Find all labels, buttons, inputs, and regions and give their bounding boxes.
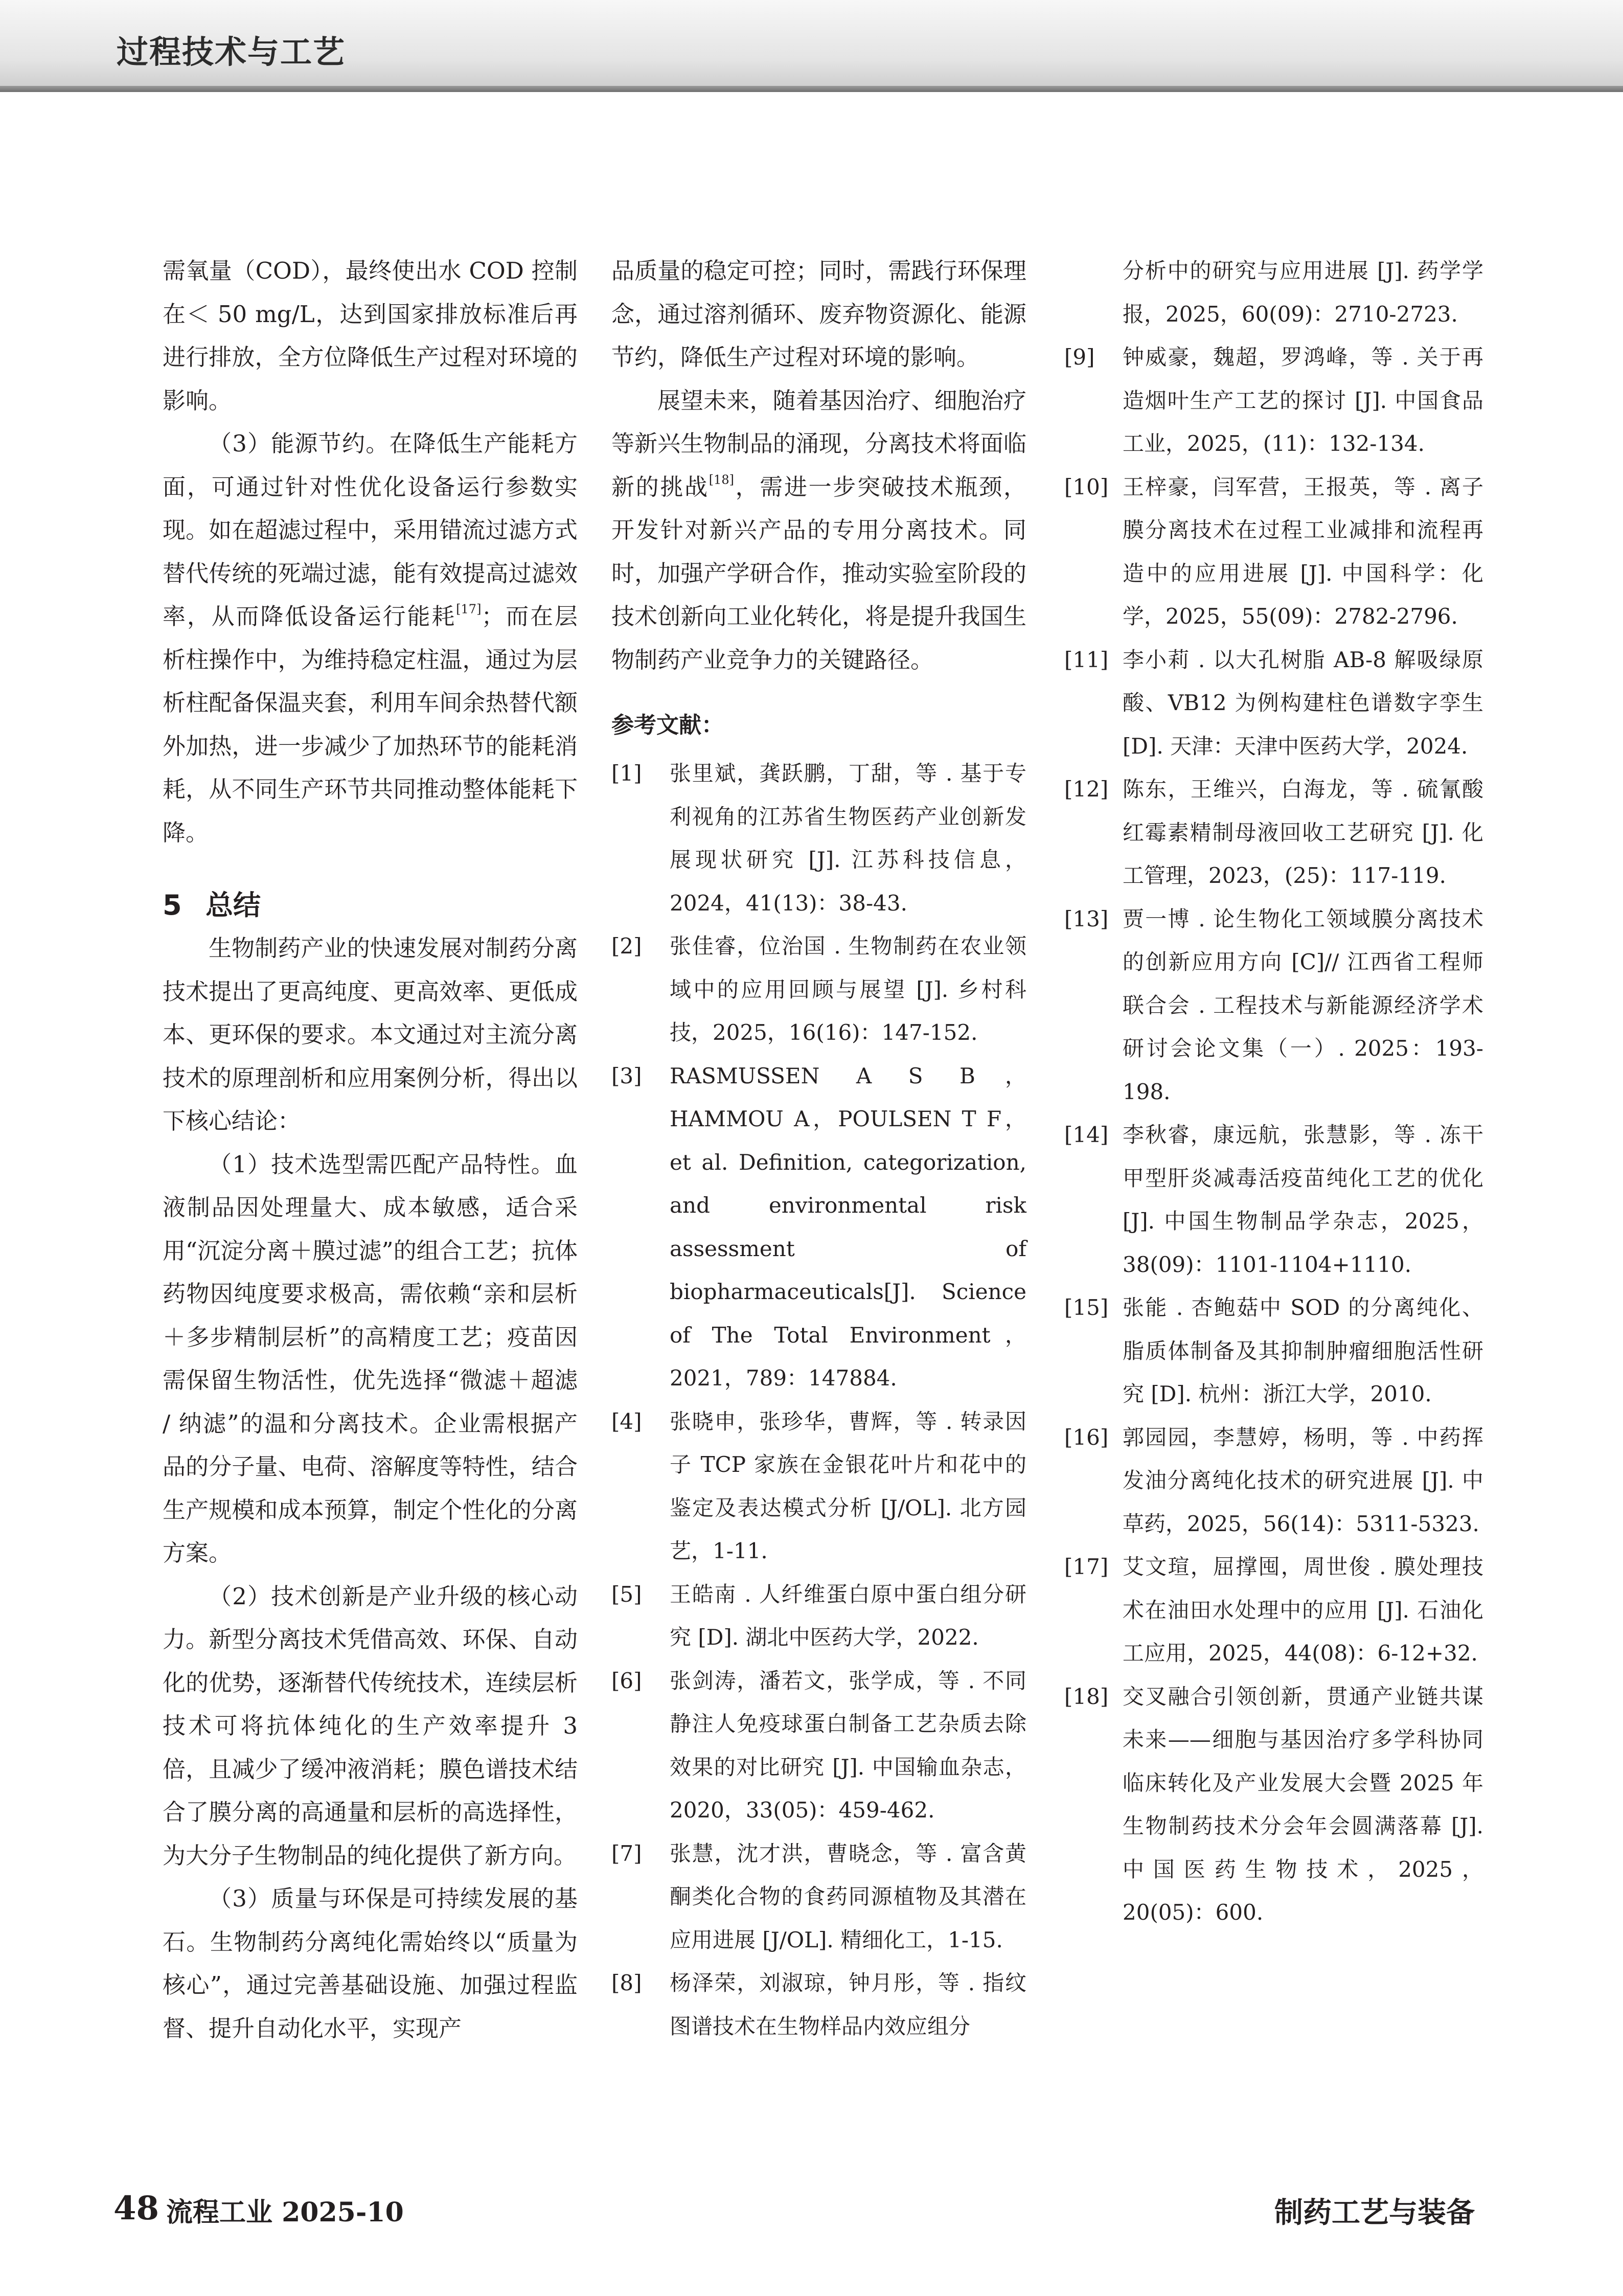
reference-text: 张佳睿，位治国 . 生物制药在农业领域中的应用回顾与展望 [J]. 乡村科技，2025，16(16)：147-152. bbox=[670, 934, 1026, 1045]
reference-number: [8] bbox=[611, 1970, 642, 1995]
paragraph: 需氧量（COD），最终使出水 COD 控制在＜ 50 mg/L，达到国家排放标准后再进行排放，全方位降低生产过程对环境的影响。 bbox=[163, 257, 578, 414]
reference-text: 艾文瑄，屈撑囤，周世俊 . 膜处理技术在油田水处理中的应用 [J]. 石油化工应用，2025，44(08)：6-12+32. bbox=[1123, 1554, 1483, 1666]
reference-item bbox=[1064, 1545, 1483, 1675]
paragraph-text: 展望未来，随着基因治疗、细胞治疗等新兴生物制品的涌现，分离技术将面临新的挑战 bbox=[611, 387, 1026, 501]
journal-issue: 流程工业 2025-10 bbox=[166, 2197, 404, 2228]
column-right bbox=[1064, 249, 1483, 1935]
reference-number: [11] bbox=[1064, 647, 1109, 672]
reference-number: [14] bbox=[1064, 1122, 1109, 1147]
reference-item bbox=[611, 1055, 1026, 1400]
reference-item bbox=[611, 1400, 1026, 1573]
reference-number: [15] bbox=[1064, 1295, 1109, 1320]
reference-text: 张剑涛，潘若文，张学成，等 . 不同静注人免疫球蛋白制备工艺杂质去除效果的对比研究 [J]. 中国输血杂志，2020，33(05)：459-462. bbox=[670, 1668, 1026, 1823]
reference-text: 分析中的研究与应用进展 [J]. 药学学报，2025，60(09)：2710-2723. bbox=[1123, 258, 1483, 327]
reference-item bbox=[611, 1832, 1026, 1962]
reference-number: [7] bbox=[611, 1840, 642, 1866]
column-left bbox=[163, 249, 578, 2050]
reference-number: [13] bbox=[1064, 906, 1109, 931]
reference-item bbox=[1064, 1675, 1483, 1935]
reference-item bbox=[1064, 1113, 1483, 1286]
column-middle bbox=[611, 249, 1026, 2048]
section-title: 过程技术与工艺 bbox=[117, 33, 346, 71]
reference-text: 张晓申，张珍华，曹辉，等 . 转录因子 TCP 家族在金银花叶片和花中的鉴定及表达模式分析 [J/OL]. 北方园艺，1-11. bbox=[670, 1408, 1026, 1563]
paragraph: 生物制药产业的快速发展对制药分离技术提出了更高纯度、更高效率、更低成本、更环保的要求。本文通过对主流分离技术的原理剖析和应用案例分析，得出以下核心结论： bbox=[163, 935, 578, 1134]
reference-number: [16] bbox=[1064, 1424, 1109, 1450]
reference-text: 王皓南 . 人纤维蛋白原中蛋白组分研究 [D]. 湖北中医药大学，2022. bbox=[670, 1581, 1026, 1650]
reference-item bbox=[1064, 1416, 1483, 1546]
reference-text: 贾一博 . 论生物化工领域膜分离技术的创新应用方向 [C]// 江西省工程师联合会 . 工程技术与新能源经济学术研讨会论文集（一）. 2025：193-198. bbox=[1123, 906, 1483, 1104]
reference-number: [18] bbox=[1064, 1684, 1109, 1709]
reference-list bbox=[611, 752, 1026, 2048]
page-header bbox=[0, 0, 1623, 92]
paragraph-outlook bbox=[611, 379, 1026, 682]
reference-text: 交叉融合引领创新，贯通产业链共谋未来——细胞与基因治疗多学科协同临床转化及产业发展大会暨 2025 年生物制药技术分会年会圆满落幕 [J]. 中国医药生物技术，2025，20(05)：600. bbox=[1123, 1684, 1483, 1925]
reference-item bbox=[611, 1962, 1026, 2048]
reference-item bbox=[1064, 639, 1483, 768]
reference-item bbox=[1064, 466, 1483, 639]
reference-item bbox=[611, 752, 1026, 925]
reference-number: [10] bbox=[1064, 474, 1109, 499]
reference-item bbox=[611, 1573, 1026, 1660]
reference-text: 杨泽荣，刘淑琼，钟月彤，等 . 指纹图谱技术在生物样品内效应组分 bbox=[670, 1970, 1026, 2039]
reference-list bbox=[1064, 249, 1483, 1935]
reference-number: [17] bbox=[1064, 1554, 1109, 1579]
section-heading-text: 总结 bbox=[205, 889, 261, 921]
reference-item bbox=[1064, 336, 1483, 466]
reference-number: [12] bbox=[1064, 777, 1109, 802]
reference-text: 李秋睿，康远航，张慧影，等 . 冻干甲型肝炎减毒活疫苗纯化工艺的优化 [J]. 中国生物制品学杂志，2025，38(09)：1101-1104+1110. bbox=[1123, 1122, 1483, 1277]
reference-number: [3] bbox=[611, 1063, 642, 1088]
paragraph-text: ；而在层析柱操作中，为维持稳定柱温，通过为层析柱配备保温夹套，利用车间余热替代额外加热，进一步减少了加热环节的能耗消耗，从不同生产环节共同推动整体能耗下降。 bbox=[163, 603, 578, 846]
reference-number: [1] bbox=[611, 761, 642, 786]
paragraph-text: ，需进一步突破技术瓶颈，开发针对新兴产品的专用分离技术。同时，加强产学研合作，推动实验室阶段的技术创新向工业化转化，将是提升我国生物制药产业竞争力的关键路径。 bbox=[611, 473, 1026, 673]
reference-text: 张里斌，龚跃鹏，丁甜，等 . 基于专利视角的江苏省生物医药产业创新发展现状研究 [J]. 江苏科技信息，2024，41(13)：38-43. bbox=[670, 761, 1026, 916]
reference-text: RASMUSSEN A S B， HAMMOU A，POULSEN T F，et al. Definition, categorization, and environmental risk assessment of biopharmaceuticals[J]. Science of The Total Environment，2021，789：147884. bbox=[670, 1063, 1026, 1391]
reference-number: [2] bbox=[611, 934, 642, 959]
section-heading-summary bbox=[163, 884, 578, 927]
paragraph-energy-saving bbox=[163, 422, 578, 854]
reference-text: 郭园园，李慧婷，杨明，等 . 中药挥发油分离纯化技术的研究进展 [J]. 中草药，2025，56(14)：5311-5323. bbox=[1123, 1424, 1483, 1536]
paragraph: （2）技术创新是产业升级的核心动力。新型分离技术凭借高效、环保、自动化的优势，逐渐替代传统技术，连续层析技术可将抗体纯化的生产效率提升 3 倍，且减少了缓冲液消耗；膜色谱技术结合了膜分离的高通量和层析的高选择性，为大分子生物制品的纯化提供了新方向。 bbox=[163, 1582, 578, 1869]
paragraph: （1）技术选型需匹配产品特性。血液制品因处理量大、成本敏感，适合采用“沉淀分离＋膜过滤”的组合工艺；抗体药物因纯度要求极高，需依赖“亲和层析＋多步精制层析”的高精度工艺；疫苗因需保留生物活性，优先选择“微滤＋超滤 / 纳滤”的温和分离技术。企业需根据产品的分子量、电荷、溶解度等特性，结合生产规模和成本预算，制定个性化的分离方案。 bbox=[163, 1150, 578, 1566]
page-footer bbox=[0, 2183, 1623, 2234]
reference-item bbox=[611, 1660, 1026, 1832]
reference-text: 张能 . 杏鲍菇中 SOD 的分离纯化、脂质体制备及其抑制肿瘤细胞活性研究 [D]. 杭州：浙江大学，2010. bbox=[1123, 1295, 1483, 1406]
paragraph: 品质量的稳定可控；同时，需践行环保理念，通过溶剂循环、废弃物资源化、能源节约，降低生产过程对环境的影响。 bbox=[611, 257, 1026, 371]
paragraph-text: （3）能源节约。在降低生产能耗方面，可通过针对性优化设备运行参数实现。如在超滤过程中，采用错流过滤方式替代传统的死端过滤，能有效提高过滤效率，从而降低设备运行能耗 bbox=[163, 430, 578, 630]
reference-text: 陈东，王维兴，白海龙，等 . 硫氰酸红霉素精制母液回收工艺研究 [J]. 化工管理，2023，(25)：117-119. bbox=[1123, 777, 1483, 888]
header-rule bbox=[0, 86, 1623, 92]
reference-number: [5] bbox=[611, 1581, 642, 1607]
reference-text: 李小莉 . 以大孔树脂 AB-8 解吸绿原酸、VB12 为例构建柱色谱数字孪生 [D]. 天津：天津中医药大学，2024. bbox=[1123, 647, 1483, 759]
page-number: 48 bbox=[113, 2189, 159, 2227]
section-number: 5 bbox=[163, 889, 182, 921]
reference-text: 钟威豪，魏超，罗鸿峰，等 . 关于再造烟叶生产工艺的探讨 [J]. 中国食品工业，2025，(11)：132-134. bbox=[1123, 345, 1483, 456]
reference-item bbox=[611, 925, 1026, 1055]
references-heading: 参考文献： bbox=[611, 712, 724, 738]
reference-number: [6] bbox=[611, 1668, 642, 1693]
reference-text: 张慧，沈才洪，曹晓念，等 . 富含黄酮类化合物的食药同源植物及其潜在应用进展 [J/OL]. 精细化工，1-15. bbox=[670, 1840, 1026, 1952]
reference-item bbox=[1064, 249, 1483, 336]
reference-text: 王梓豪，闫军营，王报英，等 . 离子膜分离技术在过程工业减排和流程再造中的应用进展 [J]. 中国科学：化学，2025，55(09)：2782-2796. bbox=[1123, 474, 1483, 629]
paragraph: （3）质量与环保是可持续发展的基石。生物制药分离纯化需始终以“质量为核心”，通过完善基础设施、加强过程监督、提升自动化水平，实现产 bbox=[163, 1885, 578, 2042]
reference-item bbox=[1064, 898, 1483, 1114]
reference-item bbox=[1064, 1286, 1483, 1416]
citation: [18] bbox=[708, 472, 734, 487]
reference-number: [4] bbox=[611, 1408, 642, 1434]
reference-number: [9] bbox=[1064, 345, 1095, 370]
citation: [17] bbox=[456, 602, 482, 617]
reference-item bbox=[1064, 768, 1483, 898]
column-name: 制药工艺与装备 bbox=[1274, 2196, 1475, 2230]
